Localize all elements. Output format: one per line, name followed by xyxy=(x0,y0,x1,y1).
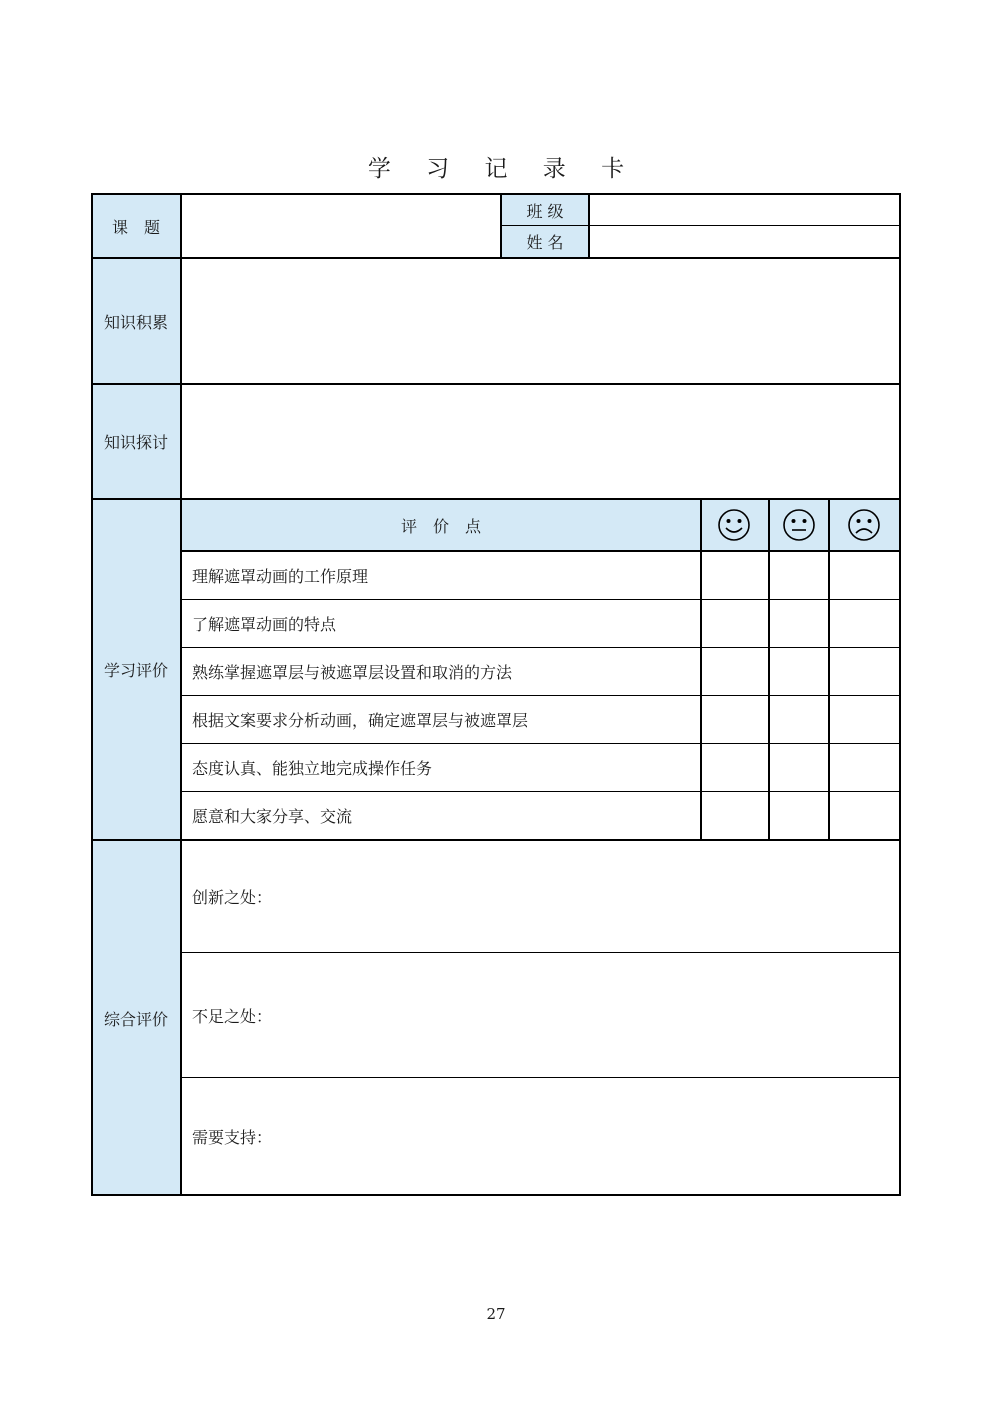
page-number: 27 xyxy=(486,1305,506,1323)
rating-cell[interactable] xyxy=(702,696,768,743)
knowledge-accumulation-label: 知识积累 xyxy=(103,312,168,332)
name-field[interactable] xyxy=(590,226,899,257)
evaluation-item: 愿意和大家分享、交流 xyxy=(192,807,353,826)
rating-cell[interactable] xyxy=(830,600,899,647)
rating-cell[interactable] xyxy=(770,552,828,599)
class-field[interactable] xyxy=(590,195,899,225)
neutral-face-icon xyxy=(782,508,816,542)
topic-field[interactable] xyxy=(182,195,500,257)
shortcomings-field[interactable]: 不足之处： xyxy=(192,1006,273,1026)
rating-cell[interactable] xyxy=(770,744,828,791)
learning-evaluation-label: 学习评价 xyxy=(103,661,168,680)
rating-cell[interactable] xyxy=(830,648,899,695)
support-needed-field[interactable]: 需要支持： xyxy=(192,1128,273,1147)
rating-cell[interactable] xyxy=(830,552,899,599)
rating-cell[interactable] xyxy=(702,600,768,647)
innovation-field[interactable]: 创新之处： xyxy=(192,888,273,907)
rating-cell[interactable] xyxy=(702,552,768,599)
rating-cell[interactable] xyxy=(830,792,899,839)
smile-face-icon xyxy=(717,508,751,542)
rating-cell[interactable] xyxy=(702,648,768,695)
rating-cell[interactable] xyxy=(702,744,768,791)
evaluation-item: 态度认真、能独立地完成操作任务 xyxy=(192,759,433,778)
evaluation-item: 了解遮罩动画的特点 xyxy=(192,615,337,634)
rating-cell[interactable] xyxy=(770,696,828,743)
evaluation-item: 理解遮罩动画的工作原理 xyxy=(192,567,369,586)
evaluation-item: 熟练掌握遮罩层与被遮罩层设置和取消的方法 xyxy=(192,663,513,682)
evaluation-item: 根据文案要求分析动画，确定遮罩层与被遮罩层 xyxy=(192,711,529,730)
class-label: 班 级 xyxy=(526,201,564,221)
name-label: 姓 名 xyxy=(526,233,564,252)
page-title: 学 习 记 录 卡 xyxy=(367,156,639,182)
rating-cell[interactable] xyxy=(702,792,768,839)
knowledge-discussion-label: 知识探讨 xyxy=(103,433,168,452)
topic-label: 课 题 xyxy=(111,217,160,237)
knowledge-accumulation-field[interactable] xyxy=(182,259,899,383)
evaluation-points-header: 评 价 点 xyxy=(400,516,481,536)
rating-cell[interactable] xyxy=(770,600,828,647)
rating-cell[interactable] xyxy=(830,696,899,743)
rating-cell[interactable] xyxy=(770,648,828,695)
overall-evaluation-label: 综合评价 xyxy=(103,1009,168,1029)
sad-face-icon xyxy=(847,508,881,542)
rating-cell[interactable] xyxy=(770,792,828,839)
rating-cell[interactable] xyxy=(830,744,899,791)
knowledge-discussion-field[interactable] xyxy=(182,385,899,498)
